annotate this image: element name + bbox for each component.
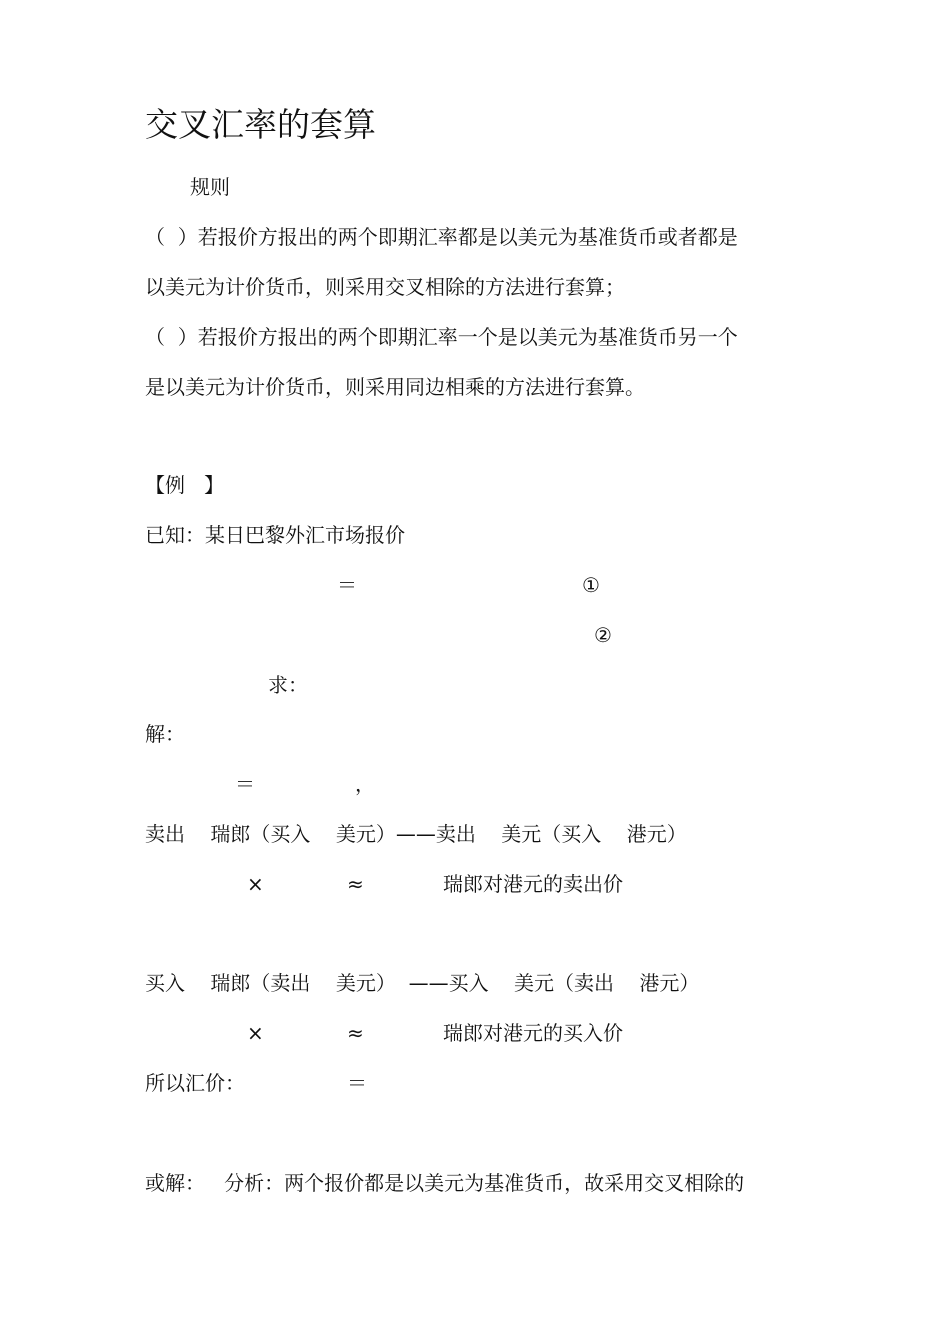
- buy-line: 买入 瑞郎（卖出 美元） ——买入 美元（卖出 港元）: [145, 971, 700, 995]
- rule2-line2: 是以美元为计价货币，则采用同边相乘的方法进行套算。: [145, 375, 645, 399]
- equals-sign-3: ＝: [347, 1071, 367, 1095]
- approx-sign-2: ≈: [347, 1021, 364, 1045]
- sell-line: 卖出 瑞郎（买入 美元）——卖出 美元（买入 港元）: [145, 822, 687, 846]
- equals-sign-1: ＝: [337, 573, 357, 597]
- page-title: 交叉汇率的套算: [145, 105, 376, 144]
- times-sign-2: ×: [247, 1021, 264, 1045]
- approx-sign-1: ≈: [347, 872, 364, 896]
- example-label: 【例 】: [145, 473, 225, 497]
- solution-label: 解：: [145, 722, 185, 746]
- rule1-line2: 以美元为计价货币，则采用交叉相除的方法进行套算；: [145, 275, 625, 299]
- equals-sign-2: ＝: [235, 772, 255, 796]
- rules-heading: 规则: [190, 175, 230, 199]
- rule1-line1: （ ）若报价方报出的两个即期汇率都是以美元为基准货币或者都是: [145, 225, 738, 249]
- buy-result: 瑞郎对港元的买入价: [443, 1021, 623, 1045]
- circled-one: ①: [582, 573, 600, 597]
- rule2-line1: （ ）若报价方报出的两个即期汇率一个是以美元为基准货币另一个: [145, 325, 738, 349]
- therefore-text: 所以汇价：: [145, 1071, 245, 1095]
- sell-result: 瑞郎对港元的卖出价: [443, 872, 623, 896]
- alt-solution-text: 或解： 分析：两个报价都是以美元为基准货币，故采用交叉相除的: [145, 1171, 745, 1195]
- times-sign-1: ×: [247, 872, 264, 896]
- ask-text: 求：: [268, 673, 308, 697]
- circled-two: ②: [594, 623, 612, 647]
- comma: ，: [355, 772, 375, 796]
- known-text: 已知：某日巴黎外汇市场报价: [145, 523, 405, 547]
